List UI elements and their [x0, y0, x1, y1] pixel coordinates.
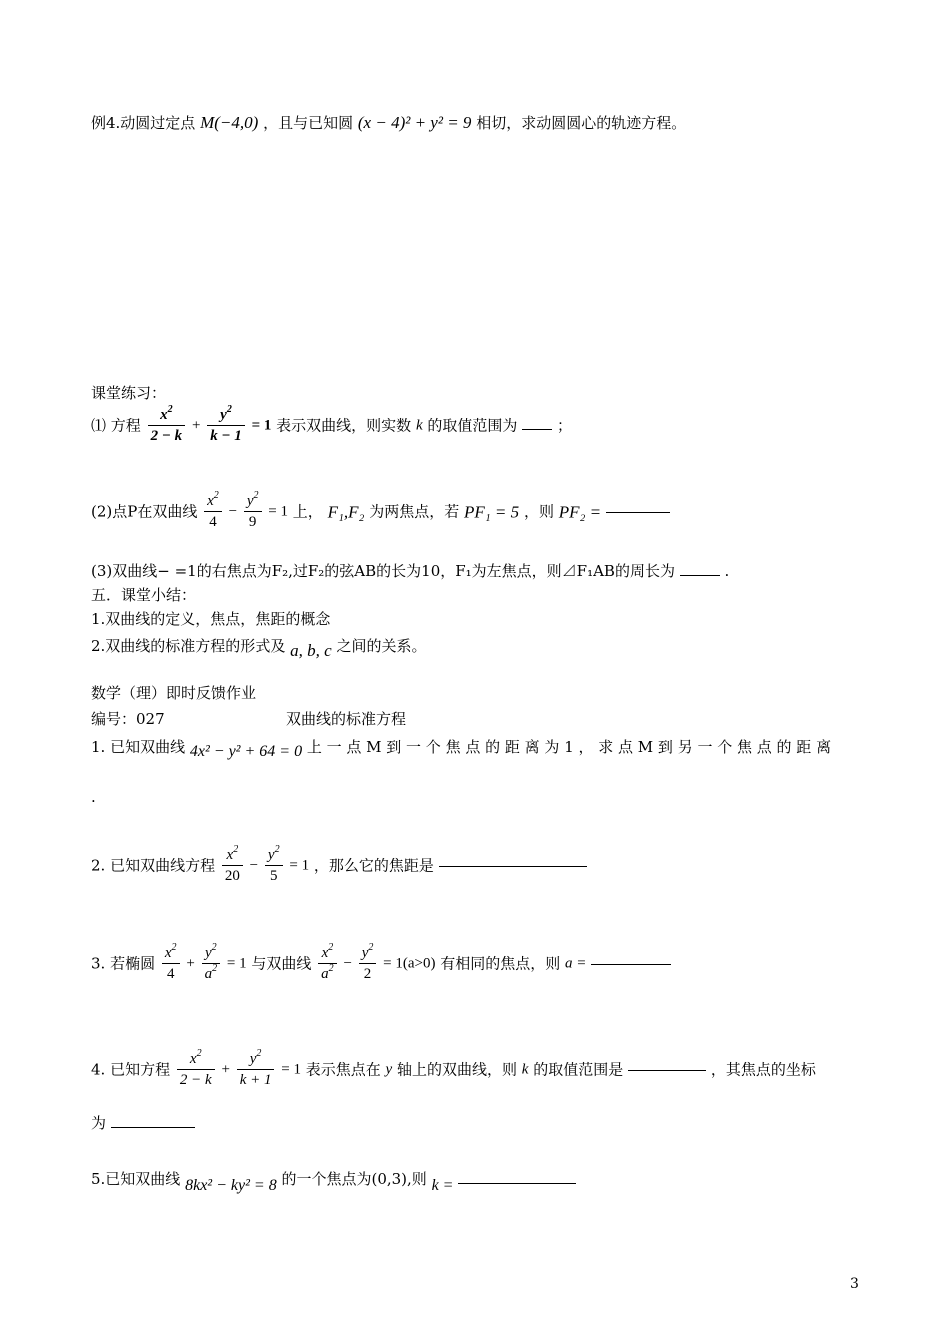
homework-title: 数学（理）即时反馈作业	[91, 684, 257, 702]
h3-fraction-4: $\frac{y^2}{2}$	[359, 946, 377, 982]
q2-foci: F₁,F₂	[327, 502, 365, 522]
h3-fraction-2: $\frac{y^2}{a^2}$	[202, 946, 221, 982]
h5-equation: 8kx² − ky² = 8	[185, 1177, 277, 1194]
q1-end: ；	[556, 416, 572, 435]
summary-item-2	[91, 637, 427, 660]
q3-end: .	[724, 562, 730, 580]
h4-f: 为	[91, 1114, 107, 1132]
h4-fraction-2: $\frac{y^2}{k + 1}$	[237, 1052, 275, 1088]
h4-e: ，其焦点的坐标	[710, 1060, 816, 1079]
h4-b: 表示焦点在	[305, 1060, 381, 1079]
q1-fraction-2: $\frac{y^2}{k - 1}$	[207, 408, 245, 444]
q2-answer-blank[interactable]	[606, 511, 670, 513]
practice-q2: (2)点P在双曲线 $\frac{x^2}{4}$ − $\frac{y^2}{9}$ = 1 上， F₁,F₂ 为两焦点，若 PF₁ = 5 ，则 PF₂ =	[91, 494, 670, 530]
homework-q2: 2. 已知双曲线方程 $\frac{x^2}{20}$ − $\frac{y^2}{5}$ = 1 ，那么它的焦距是	[91, 848, 587, 884]
q1-tail2: 的取值范围为	[427, 416, 518, 435]
q1-answer-blank[interactable]	[522, 428, 552, 430]
h4-a: 4. 已知方程	[91, 1060, 171, 1079]
h3-fraction-3: $\frac{x^2}{a^2}$	[318, 946, 337, 982]
homework-q5	[91, 1170, 576, 1194]
h4-c: 轴上的双曲线，则	[397, 1060, 518, 1079]
page-number: 3	[850, 1276, 859, 1292]
q2-pf2: PF₂ =	[558, 502, 602, 522]
h2-answer-blank[interactable]	[439, 865, 587, 867]
homework-topic: 双曲线的标准方程	[286, 710, 407, 728]
h1-end: .	[91, 788, 96, 806]
example-4	[91, 114, 686, 131]
q3-answer-blank[interactable]	[680, 574, 720, 576]
example-4-tail: 相切，求动圆圆心的轨迹方程。	[476, 114, 687, 132]
homework-q4: 4. 已知方程 $\frac{x^2}{2 - k}$ + $\frac{y^2}{k + 1}$ = 1 表示焦点在 y 轴上的双曲线，则 k 的取值范围是 ，其焦点的坐标	[91, 1048, 816, 1088]
summary-item-2-a: 2.双曲线的标准方程的形式及	[91, 637, 286, 655]
h5-b: 的一个焦点为(0,3),则	[281, 1170, 427, 1188]
h4-focus-blank[interactable]	[111, 1126, 195, 1128]
example-4-label: 例4.动圆过定点	[91, 114, 196, 132]
h3-b: 与双曲线	[251, 954, 312, 973]
homework-q4-cont	[91, 1116, 195, 1131]
h3-fraction-1: $\frac{x^2}{4}$	[162, 946, 180, 982]
practice-heading: 课堂练习：	[91, 384, 167, 402]
homework-number: 编号：027	[91, 710, 165, 728]
q2-label: (2)点P在双曲线	[91, 502, 198, 521]
q1-fraction-1: $\frac{x^2}{2 - k}$	[148, 408, 186, 444]
h5-answer-blank[interactable]	[458, 1182, 576, 1184]
practice-q1: ⑴ 方程 $\frac{x^2}{2 - k}$ + $\frac{y^2}{k - 1}$ = 1 表示双曲线，则实数 k 的取值范围为 ；	[91, 404, 572, 444]
homework-number-line	[91, 710, 407, 728]
q1-k: k	[415, 417, 423, 434]
q2-mid2: 为两焦点，若	[369, 502, 460, 521]
h4-y: y	[385, 1061, 393, 1078]
h3-var: a =	[565, 955, 587, 972]
homework-q1	[91, 738, 861, 760]
h5-a: 5.已知双曲线	[91, 1170, 181, 1188]
h2-a: 2. 已知双曲线方程	[91, 856, 216, 875]
q1-label: ⑴ 方程	[91, 416, 141, 435]
h1-a: 1. 已知双曲线	[91, 738, 186, 756]
point-m: M(−4,0)	[200, 113, 259, 132]
q2-fraction-1: $\frac{x^2}{4}$	[204, 494, 222, 530]
h3-a: 3. 若椭圆	[91, 954, 156, 973]
homework-q3: 3. 若椭圆 $\frac{x^2}{4}$ + $\frac{y^2}{a^2}$ = 1 与双曲线 $\frac{x^2}{a^2}$ − $\frac{y^2}{2}$ = 1(a>0) 有相同的焦点，则 a =	[91, 946, 671, 982]
h4-range-blank[interactable]	[628, 1069, 706, 1071]
h4-fraction-1: $\frac{x^2}{2 - k}$	[177, 1052, 215, 1088]
h2-b: ，那么它的焦距是	[313, 856, 434, 875]
q2-mid3: ，则	[523, 502, 554, 521]
h3-c: 有相同的焦点，则	[440, 954, 561, 973]
q3-text: (3)双曲线− =1的右焦点为F₂,过F₂的弦AB的长为10，F₁为左焦点，则⊿F₁AB的周长为	[91, 562, 675, 580]
q1-tail: 表示双曲线，则实数	[276, 416, 412, 435]
h2-fraction-2: $\frac{y^2}{5}$	[265, 848, 283, 884]
practice-q3	[91, 564, 729, 579]
h4-k: k	[521, 1061, 529, 1078]
h3-answer-blank[interactable]	[591, 963, 671, 965]
q2-pf1: PF₁ = 5	[464, 502, 520, 522]
q2-fraction-2: $\frac{y^2}{9}$	[244, 494, 262, 530]
abc-vars: a, b, c	[290, 641, 332, 660]
h1-equation: 4x² − y² + 64 = 0	[189, 743, 303, 760]
q2-mid: 上，	[292, 502, 323, 521]
circle-equation: (x − 4)² + y² = 9	[357, 113, 472, 132]
summary-item-1: 1.双曲线的定义，焦点，焦距的概念	[91, 610, 331, 628]
h4-d: 的取值范围是	[533, 1060, 624, 1079]
h2-fraction-1: $\frac{x^2}{20}$	[222, 848, 243, 884]
summary-heading: 五．课堂小结：	[91, 586, 197, 604]
h1-b: 上 一 点 M 到 一 个 焦 点 的 距 离 为 1 ， 求 点 M 到 另 一 个 焦 点 的 距 离	[306, 738, 832, 756]
summary-item-2-b: 之间的关系。	[336, 637, 427, 655]
example-4-mid: ，且与已知圆	[263, 114, 354, 132]
h5-var: k =	[431, 1177, 454, 1194]
